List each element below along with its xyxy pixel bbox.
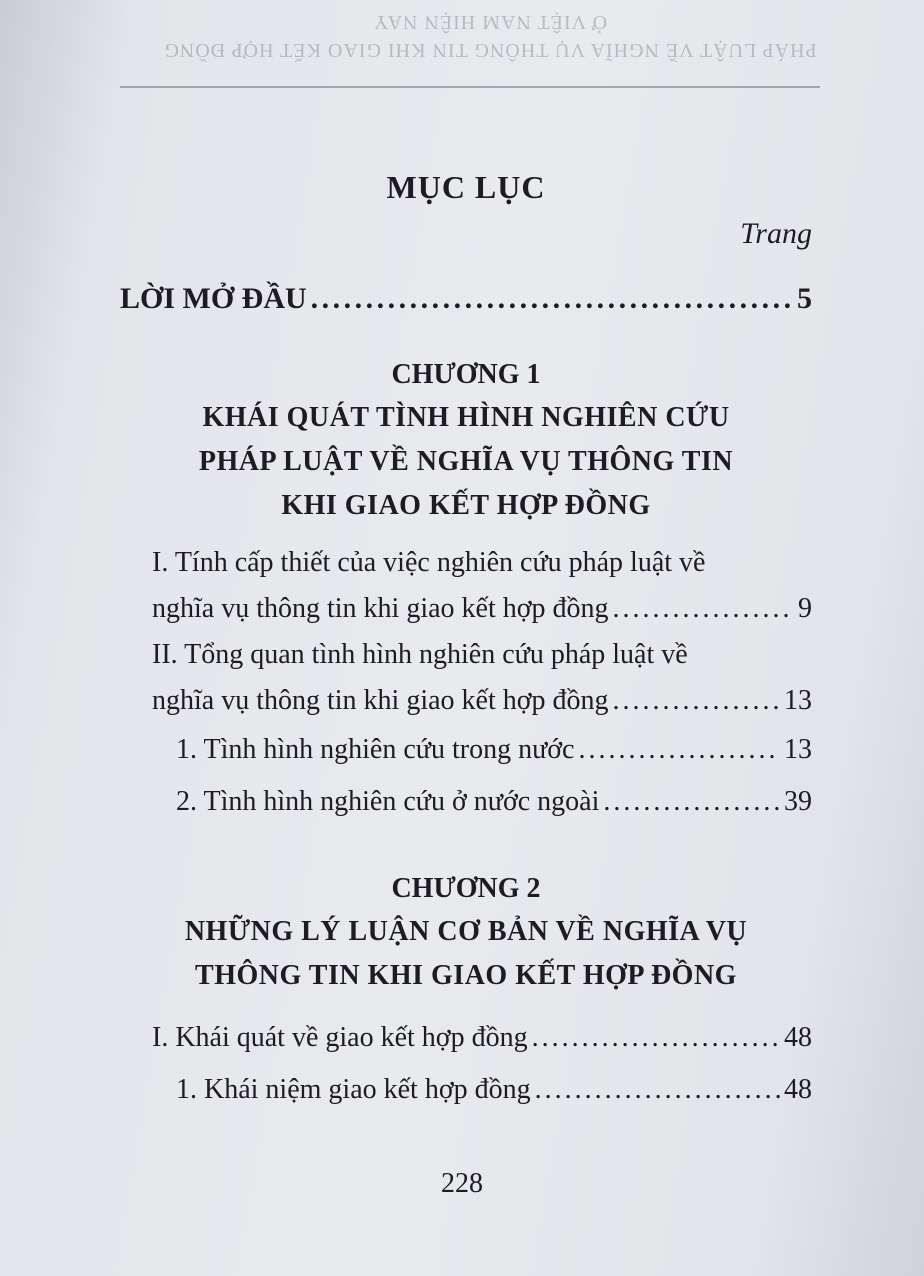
dot-leader — [613, 586, 794, 632]
toc-entry-ch2-section-1[interactable] — [120, 1012, 812, 1064]
dot-leader — [535, 1064, 780, 1116]
toc-entry-label: nghĩa vụ thông tin khi giao kết hợp đồng — [152, 685, 609, 716]
toc-entry-label: nghĩa vụ thông tin khi giao kết hợp đồng — [152, 593, 609, 624]
toc-entry-label: 1. Khái niệm giao kết hợp đồng — [176, 1074, 531, 1105]
chapter-2-title-line: NHỮNG LÝ LUẬN CƠ BẢN VỀ NGHĨA VỤ — [184, 916, 748, 947]
bleed-through-header-line1: PHÁP LUẬT VỀ NGHĨA VỤ THÔNG TIN KHI GIAO KẾT HỢP ĐỒNG — [163, 39, 817, 61]
dot-leader — [311, 274, 793, 324]
toc-entry-ch1-section-2[interactable] — [120, 632, 812, 724]
toc-entry-label: LỜI MỞ ĐẦU — [120, 282, 307, 315]
toc-entry-label: I. Khái quát về giao kết hợp đồng — [152, 1022, 528, 1053]
dot-leader — [613, 678, 780, 724]
toc-entry-page: 48 — [784, 1074, 812, 1105]
toc-entry-ch1-section-1[interactable] — [120, 540, 812, 632]
chapter-2-title-line: THÔNG TIN KHI GIAO KẾT HỢP ĐỒNG — [195, 960, 737, 991]
toc-entry-page: 13 — [784, 734, 812, 765]
toc-entry-page: 48 — [784, 1022, 812, 1053]
toc-entry-page: 39 — [784, 786, 812, 817]
toc-entry-ch1-subsection-2[interactable] — [120, 776, 812, 828]
chapter-1-heading: CHƯƠNG 1 — [391, 359, 541, 390]
bleed-through-header — [150, 8, 830, 64]
toc-entry-page: 5 — [797, 282, 812, 315]
toc-entry-page: 13 — [784, 685, 812, 716]
toc-entry-ch1-subsection-1[interactable] — [120, 724, 812, 776]
bleed-through-header-line2: Ở VIỆT NAM HIỆN NAY — [372, 11, 608, 33]
dot-leader — [532, 1012, 780, 1064]
chapter-2-heading: CHƯƠNG 2 — [391, 873, 541, 904]
toc-entry-label: 2. Tình hình nghiên cứu ở nước ngoài — [176, 786, 600, 817]
toc-entry-ch2-subsection-1[interactable] — [120, 1064, 812, 1116]
toc-entry-intro[interactable] — [120, 274, 812, 324]
toc-title: MỤC LỤC — [386, 169, 546, 205]
toc-entry-label: II. Tổng quan tình hình nghiên cứu pháp luật về — [152, 639, 688, 670]
page-number: 228 — [441, 1168, 483, 1199]
header-rule — [120, 86, 820, 88]
page-column-label: Trang — [740, 217, 812, 250]
toc-entry-page: 9 — [798, 593, 812, 624]
chapter-1-title-line: KHÁI QUÁT TÌNH HÌNH NGHIÊN CỨU — [202, 402, 730, 433]
toc-entry-label: 1. Tình hình nghiên cứu trong nước — [176, 734, 575, 765]
dot-leader — [578, 724, 780, 776]
table-of-contents — [120, 150, 812, 1116]
dot-leader — [603, 776, 780, 828]
toc-entry-label: I. Tính cấp thiết của việc nghiên cứu pháp luật về — [152, 547, 706, 578]
chapter-1-title-line: PHÁP LUẬT VỀ NGHĨA VỤ THÔNG TIN — [198, 446, 734, 477]
chapter-1-title-line: KHI GIAO KẾT HỢP ĐỒNG — [281, 490, 651, 521]
